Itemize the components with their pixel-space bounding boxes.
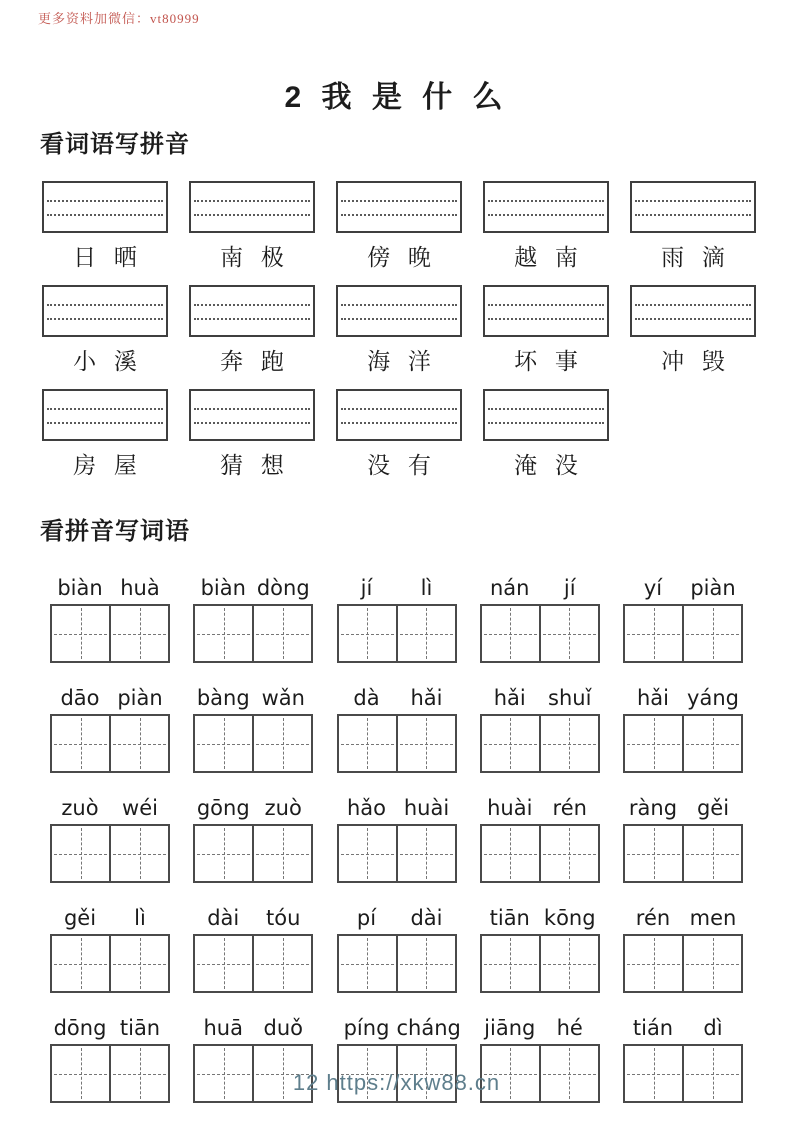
- syllable: hǎo: [346, 796, 387, 820]
- syllable: biàn: [57, 576, 103, 600]
- grid-cell: [539, 606, 598, 661]
- pinyin-label: [337, 796, 457, 821]
- syllable: yí: [643, 576, 663, 600]
- grid-cell: [625, 606, 682, 661]
- character-grid-box: [623, 604, 743, 663]
- grid-cell: [625, 936, 682, 991]
- word-label: 冲 毁: [661, 349, 725, 374]
- word-exercise-group: [623, 576, 743, 663]
- grid-cell: [339, 826, 396, 881]
- syllable: nán: [490, 576, 530, 600]
- character-grid-box: [623, 934, 743, 993]
- word-label: 雨 滴: [661, 245, 725, 270]
- syllable: wéi: [122, 796, 158, 820]
- syllable: dài: [410, 906, 443, 930]
- pinyin-label: [50, 796, 170, 821]
- character-grid-box: [623, 824, 743, 883]
- syllable: duǒ: [263, 1016, 303, 1040]
- grid-cell: [195, 826, 252, 881]
- grid-cell: [396, 716, 455, 771]
- word-exercise-group: [50, 686, 170, 773]
- word-label: 南 极: [220, 245, 284, 270]
- pinyin-exercise-cell: [189, 181, 315, 269]
- grid-cell: [682, 716, 741, 771]
- pinyin-exercise-cell: [336, 389, 462, 477]
- syllable: dài: [207, 906, 240, 930]
- word-row: [50, 686, 743, 773]
- pinyin-label: [193, 686, 313, 711]
- pinyin-ruled-box: [42, 285, 168, 337]
- grid-cell: [339, 606, 396, 661]
- pinyin-label: [193, 906, 313, 931]
- word-exercise-group: [337, 686, 457, 773]
- pinyin-label: [337, 906, 457, 931]
- grid-cell: [52, 936, 109, 991]
- character-grid-box: [193, 824, 313, 883]
- word-exercise-group: [623, 796, 743, 883]
- syllable: huài: [403, 796, 450, 820]
- grid-cell: [109, 716, 168, 771]
- word-label: 房 屋: [73, 453, 137, 478]
- word-exercise-group: [193, 576, 313, 663]
- character-grid-box: [337, 934, 457, 993]
- pinyin-exercise-cell: [483, 285, 609, 373]
- pinyin-exercise-cell: [630, 285, 756, 373]
- syllable: ràng: [628, 796, 678, 820]
- syllable: pí: [356, 906, 377, 930]
- section-write-words: [50, 576, 743, 1103]
- grid-cell: [252, 606, 311, 661]
- character-grid-box: [337, 714, 457, 773]
- pinyin-label: [623, 576, 743, 601]
- syllable: kōng: [543, 906, 596, 930]
- pinyin-exercise-cell: [336, 181, 462, 269]
- pinyin-exercise-cell: [42, 285, 168, 373]
- grid-cell: [195, 606, 252, 661]
- syllable: gěi: [63, 906, 97, 930]
- pinyin-exercise-cell: [189, 389, 315, 477]
- grid-cell: [339, 716, 396, 771]
- word-label: 坏 事: [514, 349, 578, 374]
- word-label: 奔 跑: [220, 349, 284, 374]
- top-watermark: 更多资料加微信：vt80999: [38, 11, 200, 26]
- pinyin-ruled-box: [630, 181, 756, 233]
- section-write-pinyin: [42, 181, 793, 477]
- syllable: yáng: [687, 686, 739, 710]
- word-exercise-group: [480, 796, 600, 883]
- pinyin-label: [337, 576, 457, 601]
- pinyin-label: [480, 906, 600, 931]
- grid-cell: [682, 606, 741, 661]
- pinyin-ruled-box: [336, 285, 462, 337]
- word-exercise-group: [50, 576, 170, 663]
- pinyin-label: [623, 906, 743, 931]
- word-exercise-group: [193, 906, 313, 993]
- syllable: hǎi: [636, 686, 669, 710]
- grid-cell: [52, 716, 109, 771]
- syllable: tiān: [489, 906, 530, 930]
- pinyin-label: [480, 686, 600, 711]
- pinyin-ruled-box: [630, 285, 756, 337]
- pinyin-label: [480, 1016, 600, 1041]
- word-label: 日 晒: [73, 245, 137, 270]
- syllable: biàn: [200, 576, 246, 600]
- character-grid-box: [50, 824, 170, 883]
- syllable: píng: [343, 1016, 390, 1040]
- syllable: bàng: [196, 686, 250, 710]
- pinyin-ruled-box: [189, 181, 315, 233]
- pinyin-label: [623, 1016, 743, 1041]
- word-label: 海 洋: [367, 349, 431, 374]
- word-exercise-group: [193, 686, 313, 773]
- syllable: hǎi: [410, 686, 443, 710]
- grid-cell: [109, 826, 168, 881]
- syllable: tóu: [266, 906, 301, 930]
- pinyin-label: [193, 796, 313, 821]
- grid-cell: [482, 936, 539, 991]
- character-grid-box: [480, 824, 600, 883]
- word-exercise-group: [193, 796, 313, 883]
- character-grid-box: [623, 714, 743, 773]
- word-row: [50, 906, 743, 993]
- pinyin-exercise-cell: [42, 389, 168, 477]
- grid-cell: [482, 826, 539, 881]
- word-exercise-group: [50, 796, 170, 883]
- syllable: gōng: [196, 796, 250, 820]
- character-grid-box: [193, 934, 313, 993]
- word-exercise-group: [480, 686, 600, 773]
- grid-cell: [252, 826, 311, 881]
- word-exercise-group: [50, 906, 170, 993]
- pinyin-exercise-cell: [483, 389, 609, 477]
- pinyin-label: [50, 686, 170, 711]
- pinyin-label: [337, 686, 457, 711]
- character-grid-box: [50, 714, 170, 773]
- grid-cell: [52, 826, 109, 881]
- pinyin-ruled-box: [189, 285, 315, 337]
- syllable: dōng: [53, 1016, 107, 1040]
- syllable: piàn: [690, 576, 736, 600]
- grid-cell: [339, 936, 396, 991]
- syllable: huài: [487, 796, 533, 820]
- grid-cell: [109, 936, 168, 991]
- syllable: dà: [353, 686, 380, 710]
- character-grid-box: [480, 714, 600, 773]
- section-heading-write-words: 看拼音写词语: [40, 518, 190, 545]
- word-exercise-group: [480, 906, 600, 993]
- character-grid-box: [337, 604, 457, 663]
- pinyin-exercise-cell: [42, 181, 168, 269]
- syllable: hǎi: [493, 686, 526, 710]
- pinyin-ruled-box: [483, 389, 609, 441]
- grid-cell: [625, 716, 682, 771]
- word-row: [50, 576, 743, 663]
- syllable: lì: [134, 906, 146, 930]
- pinyin-exercise-cell: [483, 181, 609, 269]
- pinyin-row: [42, 285, 793, 373]
- pinyin-ruled-box: [336, 181, 462, 233]
- grid-cell: [195, 716, 252, 771]
- word-exercise-group: [337, 906, 457, 993]
- grid-cell: [396, 826, 455, 881]
- syllable: lì: [420, 576, 433, 600]
- grid-cell: [482, 716, 539, 771]
- pinyin-label: [193, 576, 313, 601]
- grid-cell: [682, 826, 741, 881]
- character-grid-box: [193, 604, 313, 663]
- pinyin-label: [623, 796, 743, 821]
- pinyin-label: [193, 1016, 313, 1041]
- grid-cell: [539, 936, 598, 991]
- pinyin-label: [623, 686, 743, 711]
- word-label: 没 有: [367, 453, 431, 478]
- pinyin-ruled-box: [336, 389, 462, 441]
- syllable: dì: [703, 1016, 723, 1040]
- word-label: 越 南: [514, 245, 578, 270]
- syllable: dāo: [60, 686, 100, 710]
- worksheet-title: 2 我 是 什 么: [284, 81, 509, 114]
- syllable: rén: [552, 796, 587, 820]
- word-label: 小 溪: [73, 349, 137, 374]
- character-grid-box: [50, 604, 170, 663]
- word-label: 淹 没: [514, 453, 578, 478]
- syllable: cháng: [396, 1016, 461, 1040]
- grid-cell: [539, 716, 598, 771]
- pinyin-ruled-box: [42, 181, 168, 233]
- pinyin-row: [42, 181, 793, 269]
- grid-cell: [252, 716, 311, 771]
- grid-cell: [396, 936, 455, 991]
- pinyin-label: [480, 576, 600, 601]
- syllable: tiān: [119, 1016, 161, 1040]
- syllable: zuò: [61, 796, 99, 820]
- word-label: 猜 想: [220, 453, 284, 478]
- pinyin-ruled-box: [483, 285, 609, 337]
- pinyin-ruled-box: [189, 389, 315, 441]
- grid-cell: [539, 826, 598, 881]
- grid-cell: [252, 936, 311, 991]
- pinyin-ruled-box: [483, 181, 609, 233]
- pinyin-row: [42, 389, 793, 477]
- grid-cell: [682, 936, 741, 991]
- word-exercise-group: [337, 796, 457, 883]
- syllable: jiāng: [484, 1016, 536, 1040]
- pinyin-label: [480, 796, 600, 821]
- footer-page-url: 12 https://xkw88.cn: [292, 1070, 501, 1095]
- syllable: tián: [632, 1016, 674, 1040]
- grid-cell: [396, 606, 455, 661]
- pinyin-label: [50, 1016, 170, 1041]
- word-exercise-group: [480, 576, 600, 663]
- section-heading-write-pinyin: 看词语写拼音: [40, 131, 190, 158]
- syllable: gěi: [696, 796, 730, 820]
- syllable: huà: [120, 576, 160, 600]
- syllable: piàn: [117, 686, 163, 710]
- syllable: hé: [556, 1016, 583, 1040]
- syllable: shuǐ: [548, 686, 592, 710]
- word-label: 傍 晚: [367, 245, 431, 270]
- grid-cell: [109, 606, 168, 661]
- pinyin-label: [50, 576, 170, 601]
- character-grid-box: [193, 714, 313, 773]
- word-exercise-group: [623, 906, 743, 993]
- syllable: dòng: [256, 576, 310, 600]
- grid-cell: [625, 826, 682, 881]
- grid-cell: [482, 606, 539, 661]
- grid-cell: [195, 936, 252, 991]
- pinyin-exercise-cell: [630, 181, 756, 269]
- syllable: jí: [360, 576, 373, 600]
- word-exercise-group: [623, 686, 743, 773]
- pinyin-exercise-cell: [336, 285, 462, 373]
- pinyin-exercise-cell: [189, 285, 315, 373]
- syllable: men: [689, 906, 737, 930]
- word-row: [50, 796, 743, 883]
- character-grid-box: [337, 824, 457, 883]
- syllable: jí: [563, 576, 576, 600]
- character-grid-box: [50, 934, 170, 993]
- syllable: rén: [635, 906, 671, 930]
- syllable: huā: [203, 1016, 243, 1040]
- syllable: zuò: [264, 796, 302, 820]
- word-exercise-group: [337, 576, 457, 663]
- character-grid-box: [480, 934, 600, 993]
- pinyin-label: [50, 906, 170, 931]
- grid-cell: [52, 606, 109, 661]
- pinyin-label: [337, 1016, 461, 1041]
- syllable: wǎn: [261, 686, 305, 710]
- character-grid-box: [480, 604, 600, 663]
- pinyin-ruled-box: [42, 389, 168, 441]
